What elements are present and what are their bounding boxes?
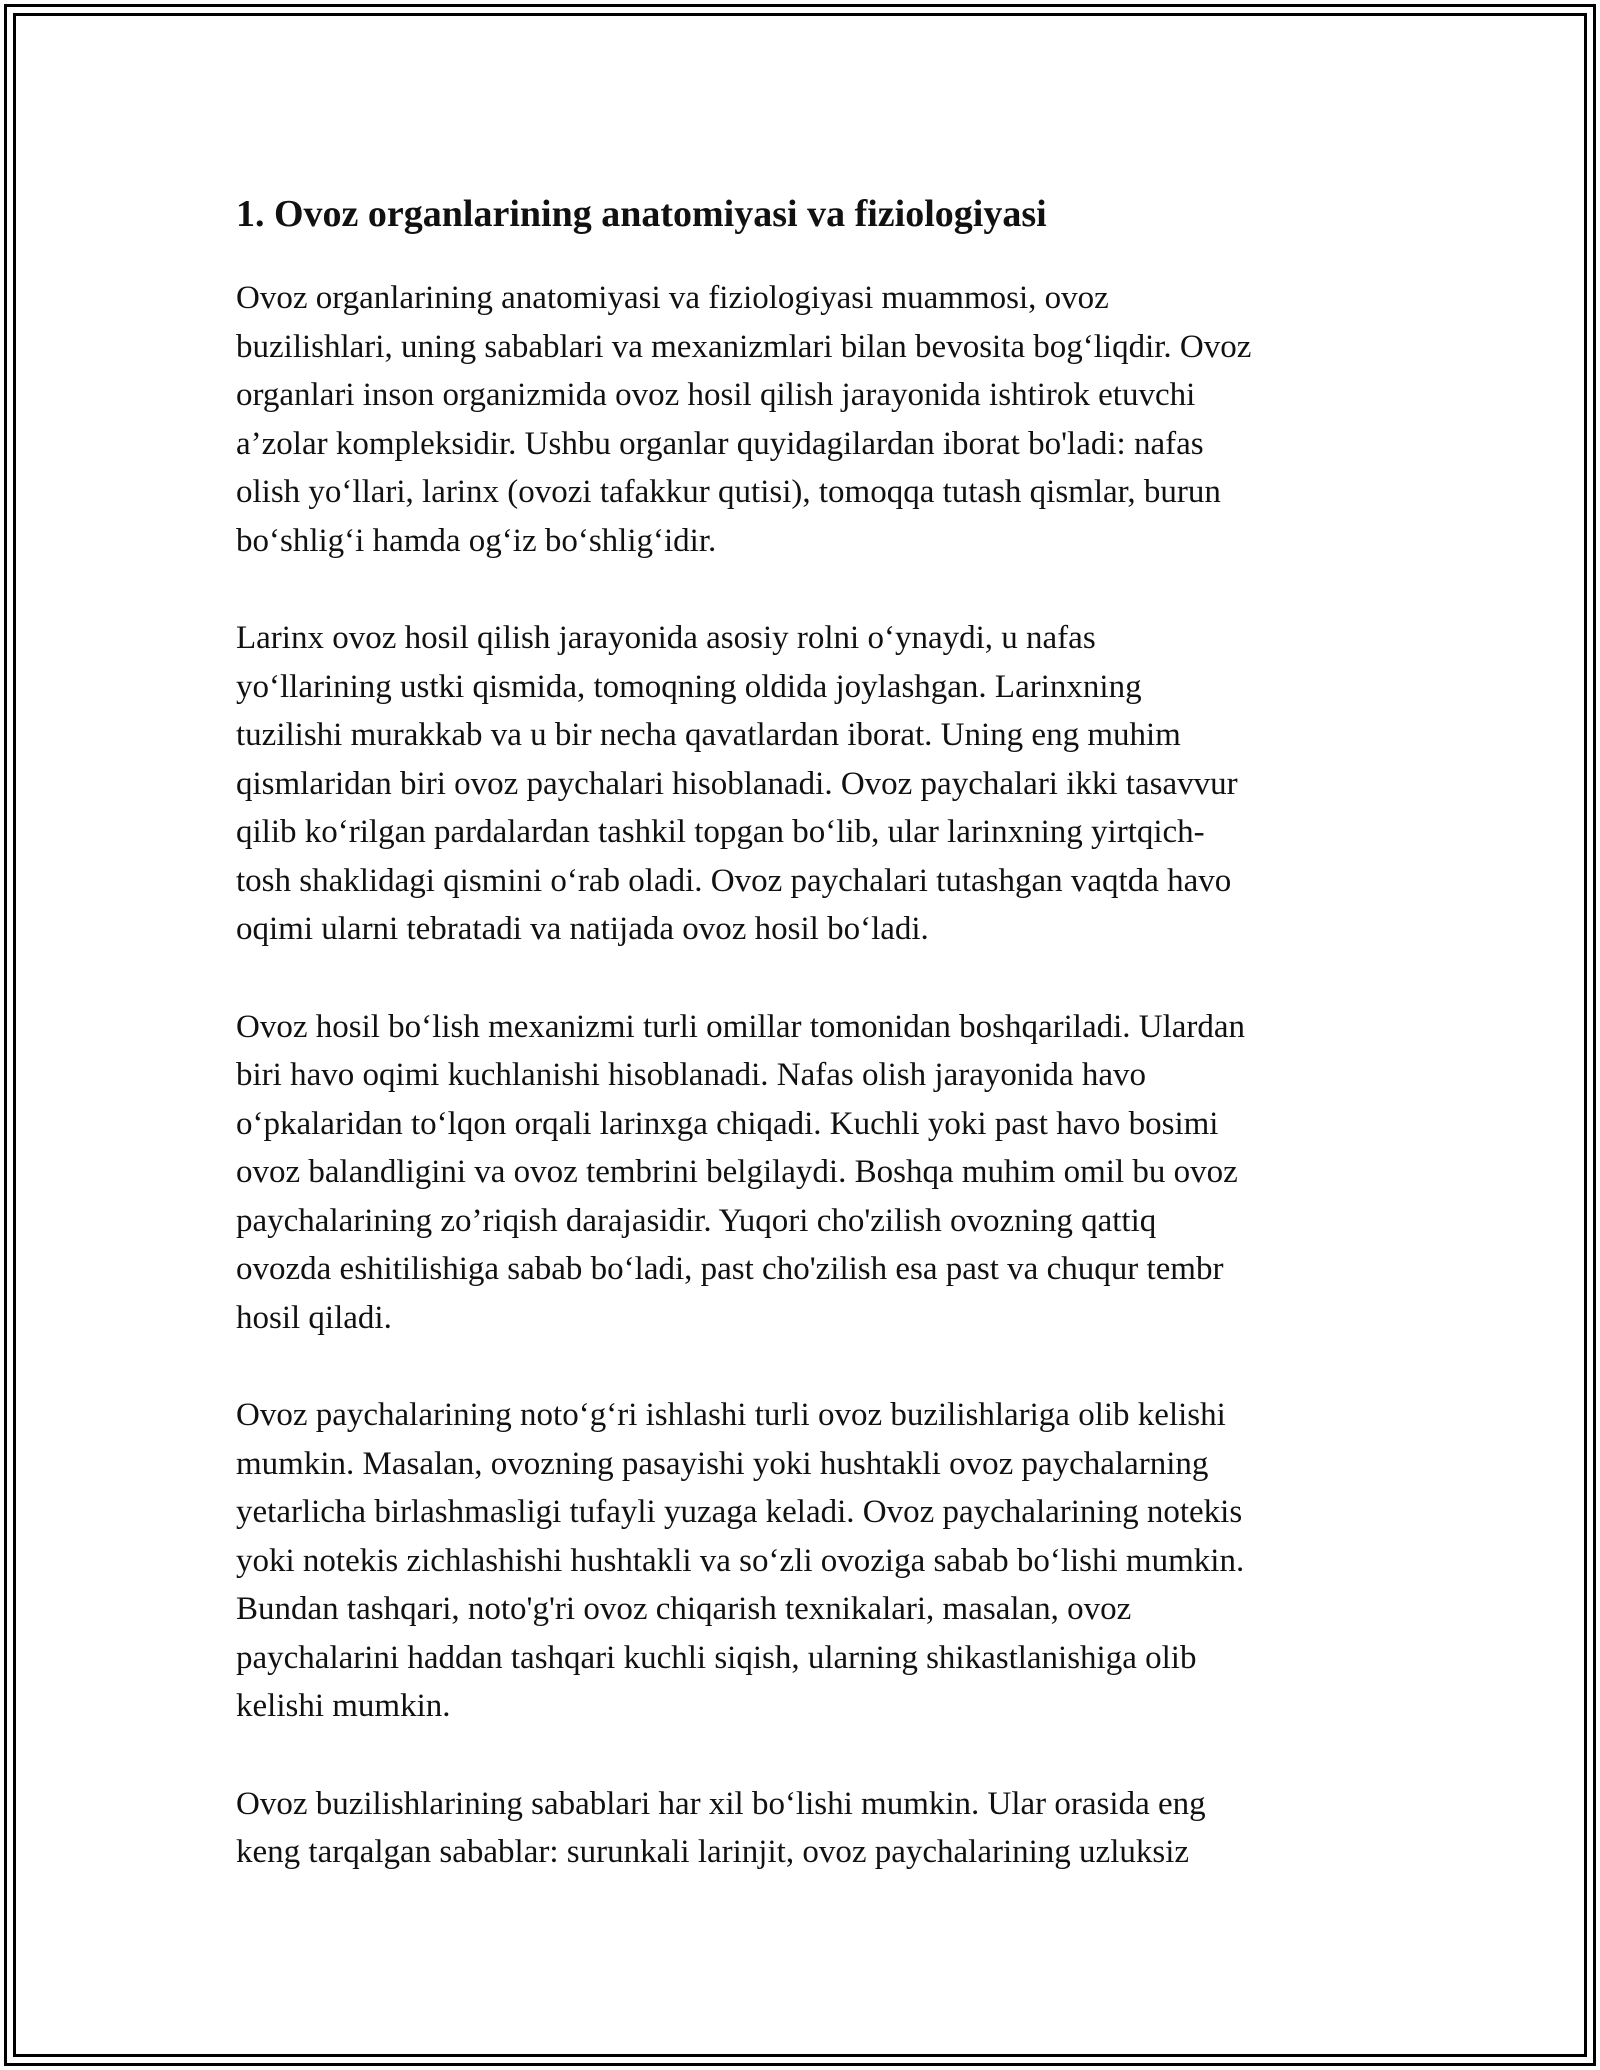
text-line: paychalarining zo’riqish darajasidir. Yuqori cho'zilish ovozning qattiq xyxy=(236,1202,1157,1239)
text-line: oqimi ularni tebratadi va natijada ovoz hosil bo‘ladi. xyxy=(236,911,929,947)
text-line: Ovoz hosil bo‘lish mexanizmi turli omillar tomonidan boshqariladi. Ulardan xyxy=(236,1008,1246,1045)
section-heading: 1. Ovoz organlarining anatomiyasi va fiziologiyasi xyxy=(236,193,1047,235)
text-line: Bundan tashqari, noto'g'ri ovoz chiqarish texnikalari, masalan, ovoz xyxy=(236,1591,1132,1627)
text-line: kelishi mumkin. xyxy=(236,1688,451,1724)
text-line: qismlaridan biri ovoz paychalari hisoblanadi. Ovoz paychalari ikki tasavvur xyxy=(236,765,1238,802)
text-line: Ovoz buzilishlarining sabablari har xil bo‘lishi mumkin. Ular orasida eng xyxy=(236,1785,1206,1822)
text-line: yoki notekis zichlashishi hushtakli va so‘zli ovoziga sabab bo‘lishi mumkin. xyxy=(236,1542,1245,1579)
text-line: Larinx ovoz hosil qilish jarayonida asosiy rolni o‘ynaydi, u nafas xyxy=(236,620,1096,656)
text-line: mumkin. Masalan, ovozning pasayishi yoki hushtakli ovoz paychalarning xyxy=(236,1445,1209,1482)
text-line: biri havo oqimi kuchlanishi hisoblanadi. Nafas olish jarayonida havo xyxy=(236,1057,1147,1093)
text-line: yetarlicha birlashmasligi tufayli yuzaga keladi. Ovoz paychalarining notekis xyxy=(236,1494,1243,1530)
text-line: yo‘llarining ustki qismida, tomoqning oldida joylashgan. Larinxning xyxy=(236,668,1142,705)
paragraph xyxy=(236,274,1376,565)
text-line: qilib ko‘rilgan pardalardan tashkil topgan bo‘lib, ular larinxning yirtqich- xyxy=(236,814,1205,850)
paragraph xyxy=(236,1780,1376,1877)
text-line: olish yo‘llari, larinx (ovozi tafakkur qutisi), tomoqqa tutash qismlar, burun xyxy=(236,474,1221,510)
document-body xyxy=(236,188,1376,1926)
paragraphs-container xyxy=(236,274,1376,1877)
paragraph xyxy=(236,1003,1376,1343)
text-line: o‘pkalaridan to‘lqon orqali larinxga chiqadi. Kuchli yoki past havo bosimi xyxy=(236,1105,1219,1142)
text-line: ovoz balandligini va ovoz tembrini belgilaydi. Boshqa muhim omil bu ovoz xyxy=(236,1154,1238,1190)
text-line: organlari inson organizmida ovoz hosil qilish jarayonida ishtirok etuvchi xyxy=(236,377,1196,413)
text-line: Ovoz paychalarining noto‘g‘ri ishlashi turli ovoz buzilishlariga olib kelishi xyxy=(236,1397,1226,1433)
text-line: paychalarini haddan tashqari kuchli siqish, ularning shikastlanishiga olib xyxy=(236,1639,1197,1676)
text-line: buzilishlari, uning sabablari va mexanizmlari bilan bevosita bog‘liqdir. Ovoz xyxy=(236,328,1252,365)
paragraph xyxy=(236,614,1376,954)
text-line: Ovoz organlarining anatomiyasi va fiziologiyasi muammosi, ovoz xyxy=(236,280,1109,316)
text-line: tuzilishi murakkab va u bir necha qavatlardan iborat. Uning eng muhim xyxy=(236,717,1181,753)
text-line: ovozda eshitilishiga sabab bo‘ladi, past cho'zilish esa past va chuqur tembr xyxy=(236,1251,1224,1287)
paragraph xyxy=(236,1391,1376,1731)
text-line: a’zolar kompleksidir. Ushbu organlar quyidagilardan iborat bo'ladi: nafas xyxy=(236,425,1204,462)
text-line: keng tarqalgan sabablar: surunkali larinjit, ovoz paychalarining uzluksiz xyxy=(236,1834,1190,1870)
text-line: hosil qiladi. xyxy=(236,1299,392,1336)
text-line: tosh shaklidagi qismini o‘rab oladi. Ovoz paychalari tutashgan vaqtda havo xyxy=(236,862,1232,899)
text-line: bo‘shlig‘i hamda og‘iz bo‘shlig‘idir. xyxy=(236,522,717,559)
